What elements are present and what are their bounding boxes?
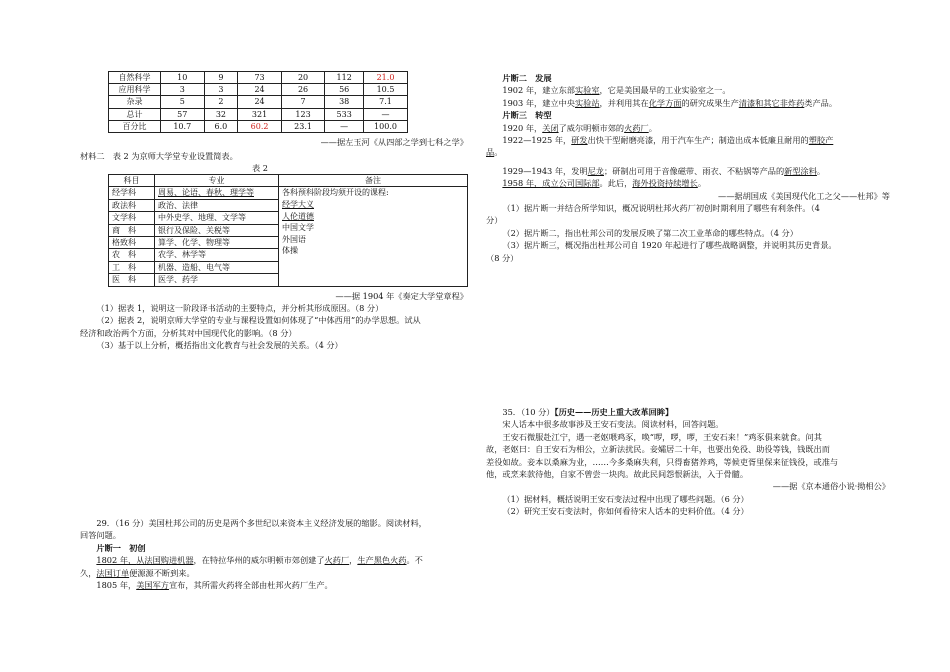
table-row: 医 科 医学、药学 [109, 274, 468, 286]
table-row: 商 科 银行及保险、关税等 [109, 224, 468, 236]
question-29-source: ——据胡国成《美国现代化工之父——杜邦》等 [718, 190, 890, 201]
table-row: 总计 57 32 321 123 533 — [109, 108, 408, 120]
table-2 [108, 174, 468, 287]
table-row: 经学科 周易、论语、春秋、理学等 各科预科阶段均须开设的课程: 经学大义 人伦道德 中国文学 外国语 体操 [109, 187, 468, 199]
question-29-continued: 片断二 发展 1902 年，建立东部实验室，它是美国最早的工业实验室之一。 1903 年，建立中央实验站，并利用其在化学方面的研究成果生产清漆和其它非炸药类产品。 片断三 转型 1920 年，关闭了威尔明顿市郊的火药厂。 1922—1925 年，研发出快干型耐磨亮漆，用于汽车生产；制造出成本低廉且耐用的塑胶产 品。 1929—1943 年，发明尼龙；研制出可用于音像磁带、雨衣、不粘锅等产品的新型涂料。 1958 年，成立公司国际部。此后，海外投资持续增长。 ——据胡国成《美国现代化工之父——杜邦》等 （1）据片断一并结合所学知识，概况说明杜邦火药厂初创时期利用了哪些有利条件。（4 分） （2）据片断二，指出杜邦公司的发展反映了第二次工业革命的哪些特点。（4 分） （3）据片断三，概况指出杜邦公司自 1920 年起进行了哪些战略调整，并说明其历史背景。 （8 分） [486, 73, 890, 263]
question-29: 29．（16 分）美国杜邦公司的历史是两个多世纪以来资本主义经济发展的缩影。阅读材料， 回答问题。 片断一 初创 1802 年，从法国购进机器，在特拉华州的威尔明顿市郊创建了火药厂，生产黑色火药。不 久，法国订单便源源不断到来。 1805 年，美国军方宣布，其所需火药将全部由杜邦火药厂生产。 [80, 517, 475, 591]
question-35-source: ——据《京本通俗小说·拗相公》 [772, 481, 890, 492]
remark-cell: 各科预科阶段均须开设的课程: 经学大义 人伦道德 中国文学 外国语 体操 [279, 187, 468, 286]
material-2-intro: 材料二 表 2 为京师大学堂专业设置简表。 [80, 151, 238, 161]
table-row: 百分比 10.7 6.0 60.2 23.1 — 100.0 [109, 120, 408, 132]
table-row: 自然科学 10 9 73 20 112 21.0 [109, 72, 408, 84]
table-1-source: ——据左玉河《从四部之学到七科之学》 [320, 137, 468, 147]
fragment-1-title: 片断一 初创 [96, 542, 146, 553]
question-28: （1）据表 1，说明这一阶段译书活动的主要特点，并分析其形成原因。（8 分） （2）据表 2，说明京师大学堂的专业与课程设置如何体现了“中体西用”的办学思想。试从 经济和政治两个方面，分析其对中国现代化的影响。（8 分） （3）基于以上分析，概括指出文化教育与社会发展的关系。（4 分） [80, 303, 421, 351]
question-35: 35．（10 分）【历史——历史上重大改革回眸】 宋人话本中很多故事涉及王安石变法。阅读材料，回答问题。 王安石微服赴江宁，遇一老妪喂鸡豕，唤“啰，啰，啰，王安石来！”鸡豕俱来就食。问其 故，老妪曰：自王安石为相公，立新法扰民。妾孀居二十年，也要出免役、助役等钱，钱既出而 差役如故。妾本以桑麻为业，……今多桑麻失利，只得畜猪养鸡，等候吏胥里保来征钱役，或准与 他，或烹来款待他，自家不曾尝一块肉。故此民间怨恨新法，入于骨髓。 ——据《京本通俗小说·拗相公》 （1）据材料，概括说明王安石变法过程中出现了哪些问题。（6 分） （2）研究王安石变法时，你如何看待宋人话本的史料价值。（4 分） [486, 407, 890, 517]
fragment-2-title: 片断二 发展 [502, 73, 552, 83]
table-2-caption: 表 2 [252, 163, 268, 173]
table-row: 政法科 政治、法律 [109, 199, 468, 211]
table-row: 杂录 5 2 24 7 38 7.1 [109, 96, 408, 108]
table-row: 文学科 中外史学、地理、文学等 [109, 212, 468, 224]
table-1 [108, 71, 408, 133]
table-header-row: 科目 专业 备注 [109, 175, 468, 187]
table-row: 格致科 算学、化学、物理等 [109, 236, 468, 248]
table-row: 农 科 农学、林学等 [109, 249, 468, 261]
fragment-3-title: 片断三 转型 [502, 110, 552, 121]
table-row: 应用科学 3 3 24 26 56 10.5 [109, 84, 408, 96]
table-2-source: ——据 1904 年《奏定大学堂章程》 [335, 291, 468, 301]
table-row: 工 科 机器、造船、电气等 [109, 261, 468, 273]
